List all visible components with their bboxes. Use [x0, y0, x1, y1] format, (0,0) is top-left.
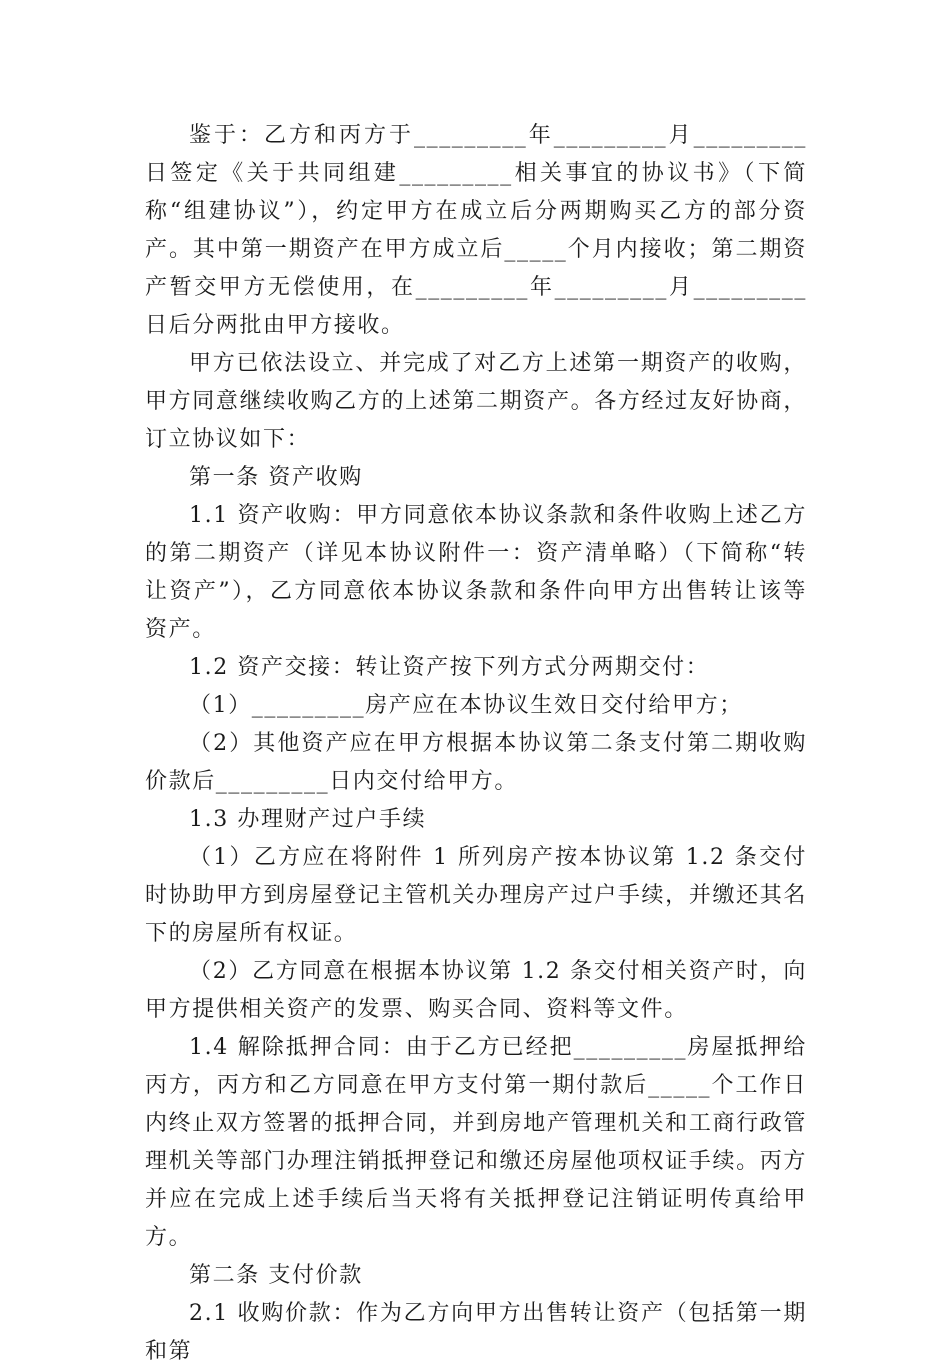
clause-1-2-item-1: （1）_________房产应在本协议生效日交付给甲方； [189, 693, 743, 718]
agreement-body [145, 117, 807, 1371]
clause-1-3-item-2: （2）乙方同意在根据本协议第 1.2 条交付相关资产时，向甲方提供相关资产的发票、购买合同、资料等文件。 [145, 959, 807, 1022]
intro-paragraph: 甲方已依法设立、并完成了对乙方上述第一期资产的收购，甲方同意继续收购乙方的上述第二期资产。各方经过友好协商，订立协议如下： [145, 351, 807, 452]
recital-paragraph: 鉴于：乙方和丙方于_________年_________月_________日签定《关于共同组建_________相关事宜的协议书》（下简称“组建协议”），约定甲方在成立后分两期购买乙方的部分资产。其中第一期资产在甲方成立后_____个月内接收；第二期资产暂交甲方无偿使用，在_________年_________月_________日后分两批由甲方接收。 [145, 123, 807, 338]
article-1-heading: 第一条 资产收购 [189, 465, 363, 490]
clause-1-2: 1.2 资产交接：转让资产按下列方式分两期交付： [189, 655, 710, 680]
clause-1-4: 1.4 解除抵押合同：由于乙方已经把_________房屋抵押给丙方，丙方和乙方同意在甲方支付第一期付款后_____个工作日内终止双方签署的抵押合同，并到房地产管理机关和工商行政管理机关等部门办理注销抵押登记和缴还房屋他项权证手续。丙方并应在完成上述手续后当天将有关抵押登记注销证明传真给甲方。 [145, 1035, 807, 1250]
clause-1-1: 1.1 资产收购：甲方同意依本协议条款和条件收购上述乙方的第二期资产（详见本协议附件一：资产清单略）（下简称“转让资产”），乙方同意依本协议条款和条件向甲方出售转让该等资产。 [145, 503, 807, 642]
clause-1-3-item-1: （1）乙方应在将附件 1 所列房产按本协议第 1.2 条交付时协助甲方到房屋登记主管机关办理房产过户手续，并缴还其名下的房屋所有权证。 [145, 845, 807, 946]
clause-1-3-heading: 1.3 办理财产过户手续 [189, 807, 427, 832]
clause-1-2-item-2: （2）其他资产应在甲方根据本协议第二条支付第二期收购价款后_________日内交付给甲方。 [145, 731, 807, 794]
clause-2-1: 2.1 收购价款：作为乙方向甲方出售转让资产（包括第一期和第 [145, 1301, 807, 1364]
article-2-heading: 第二条 支付价款 [189, 1263, 363, 1288]
